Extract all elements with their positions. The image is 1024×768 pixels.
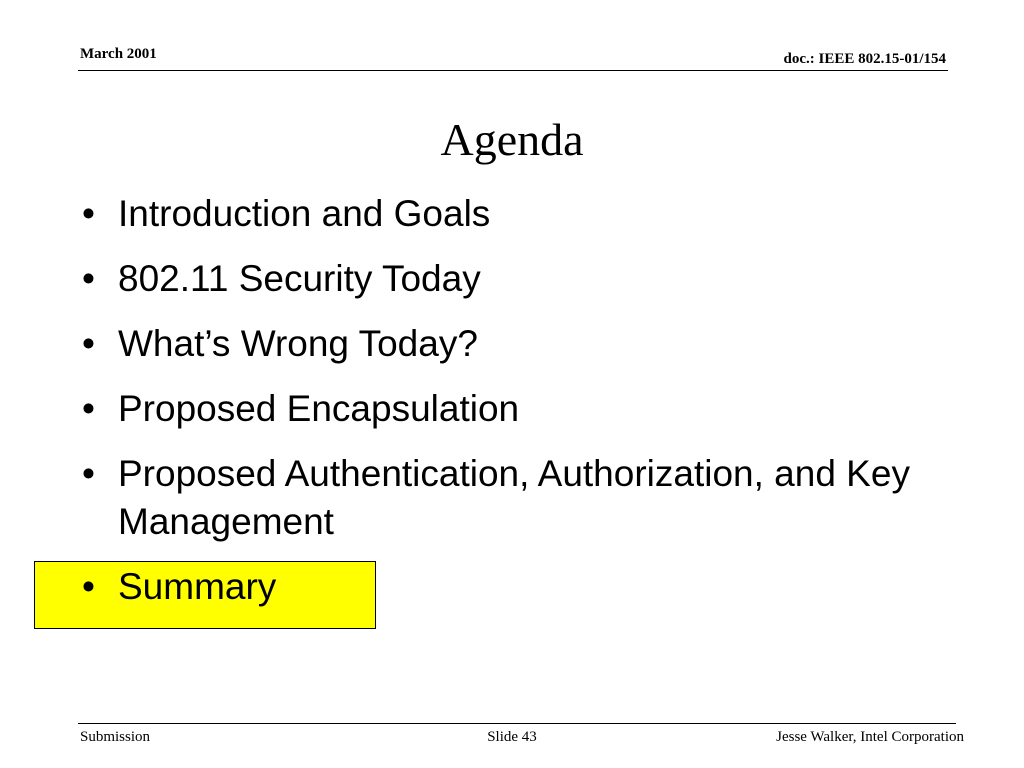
header-divider	[78, 70, 948, 71]
agenda-item-label: 802.11 Security Today	[118, 258, 481, 299]
agenda-item-encapsulation	[82, 385, 962, 433]
footer-divider	[78, 723, 956, 724]
agenda-item-authentication	[82, 450, 962, 546]
agenda-item-summary	[82, 563, 962, 611]
header-date: March 2001	[80, 46, 157, 62]
footer-author: Jesse Walker, Intel Corporation	[776, 729, 964, 745]
agenda-list	[82, 190, 962, 628]
agenda-item-label: What’s Wrong Today?	[118, 323, 478, 364]
agenda-item-label: Summary	[118, 566, 277, 607]
footer-submission: Submission	[80, 729, 151, 745]
bullet-icon: •	[82, 258, 95, 299]
agenda-item-security-today	[82, 255, 962, 303]
agenda-item-introduction	[82, 190, 962, 238]
bullet-icon: •	[82, 566, 95, 607]
footer-slide-number: Slide 43	[487, 729, 537, 745]
header-doc-id: doc.: IEEE 802.15-01/154	[783, 51, 946, 67]
bullet-icon: •	[82, 193, 95, 234]
agenda-item-label: Introduction and Goals	[118, 193, 491, 234]
agenda-item-label: Proposed Encapsulation	[118, 388, 520, 429]
bullet-icon: •	[82, 388, 95, 429]
agenda-item-label: Proposed Authentication, Authorization, and Key Management	[118, 453, 910, 542]
slide-title: Agenda	[440, 114, 584, 165]
agenda-item-whats-wrong	[82, 320, 962, 368]
bullet-icon: •	[82, 323, 95, 364]
bullet-icon: •	[82, 453, 95, 494]
